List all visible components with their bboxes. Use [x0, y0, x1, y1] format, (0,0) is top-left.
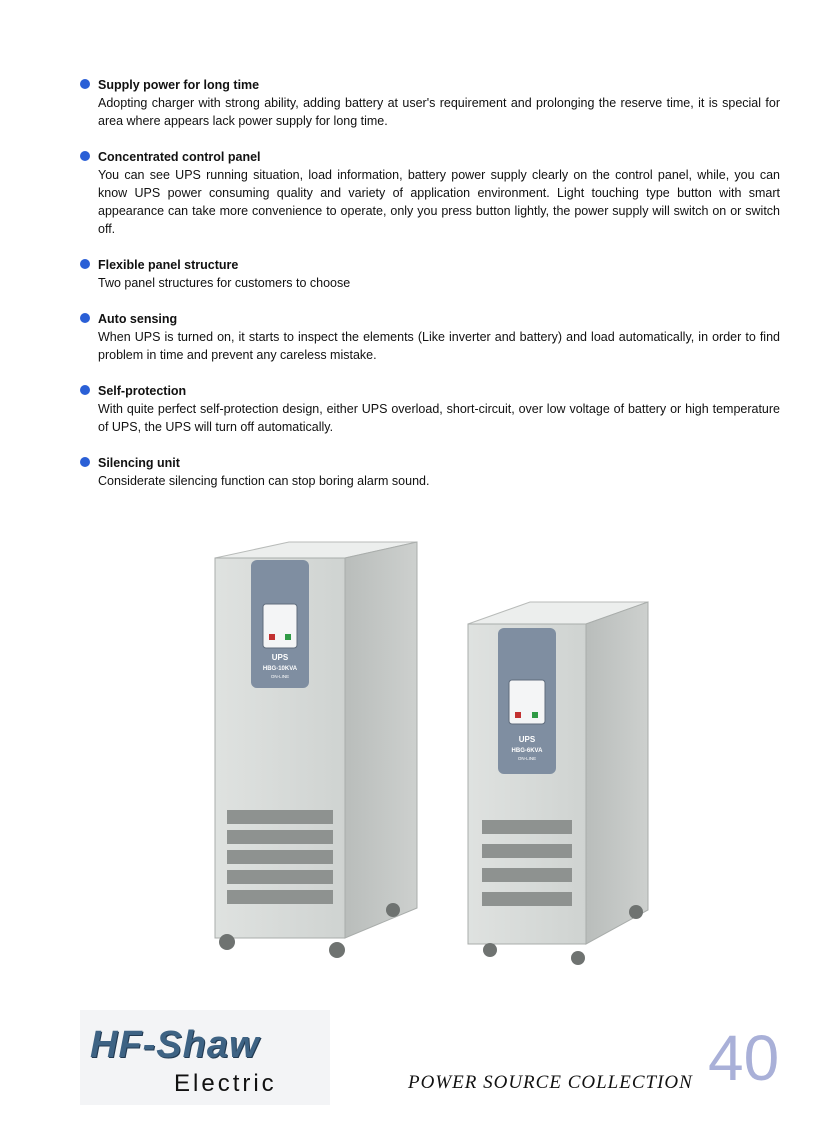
- feature-description: You can see UPS running situation, load information, battery power supply clearly on the control panel, while, you can know UPS power consuming quality and variety of application environment. Light touching type button with smart appearance can take more convenience to operate, only you press button lightly, the power supply will switch on or switch off.: [98, 168, 780, 236]
- panel-model: HBG-10KVA: [262, 666, 298, 672]
- cabinet-side: [586, 602, 648, 944]
- feature-item: [80, 382, 780, 436]
- bullet-icon: [80, 79, 90, 89]
- feature-description: When UPS is turned on, it starts to inspect the elements (Like inverter and battery) and load automatically, in order to find problem in time and prevent any careless mistake.: [98, 330, 780, 362]
- feature-title: Silencing unit: [98, 456, 180, 470]
- cabinet-side: [345, 542, 417, 938]
- feature-item: [80, 454, 780, 490]
- brand-subtitle: Electric: [174, 1070, 277, 1097]
- control-display: [263, 604, 297, 648]
- bullet-icon: [80, 259, 90, 269]
- feature-description: Adopting charger with strong ability, adding battery at user's requirement and prolonging the reserve time, it is special for area where appears lack power supply for long time.: [98, 96, 780, 128]
- panel-brand: UPS: [271, 653, 289, 662]
- feature-title: Flexible panel structure: [98, 258, 239, 272]
- ups-cabinet-large: [205, 538, 430, 968]
- status-light: [269, 634, 275, 640]
- feature-title: Concentrated control panel: [98, 150, 261, 164]
- feature-title: Supply power for long time: [98, 78, 260, 92]
- feature-item: [80, 76, 780, 130]
- feature-list: [80, 76, 780, 508]
- bullet-icon: [80, 151, 90, 161]
- panel-model: HBG-6KVA: [511, 748, 543, 754]
- status-light: [285, 634, 291, 640]
- panel-mode: ON-LINE: [270, 674, 290, 679]
- feature-item: [80, 148, 780, 238]
- bullet-icon: [80, 313, 90, 323]
- feature-item: [80, 256, 780, 292]
- feature-description: Considerate silencing function can stop boring alarm sound.: [98, 474, 430, 488]
- feature-item: [80, 310, 780, 364]
- page-number: 40: [708, 1022, 780, 1094]
- feature-title: Self-protection: [98, 384, 187, 398]
- brand-logo: [80, 1010, 330, 1105]
- feature-title: Auto sensing: [98, 312, 178, 326]
- collection-title: POWER SOURCE COLLECTION: [408, 1072, 693, 1093]
- feature-description: With quite perfect self-protection design, either UPS overload, short-circuit, over low voltage of battery or high temperature of UPS, the UPS will turn off automatically.: [98, 402, 780, 434]
- bullet-icon: [80, 457, 90, 467]
- panel-mode: ON-LINE: [517, 756, 537, 761]
- panel-brand: UPS: [518, 735, 536, 744]
- control-display: [509, 680, 545, 724]
- feature-description: Two panel structures for customers to choose: [98, 276, 351, 290]
- status-light: [515, 712, 521, 718]
- ups-cabinet-small: [460, 592, 660, 974]
- bullet-icon: [80, 385, 90, 395]
- status-light: [532, 712, 538, 718]
- brand-name: HF-Shaw: [90, 1024, 260, 1066]
